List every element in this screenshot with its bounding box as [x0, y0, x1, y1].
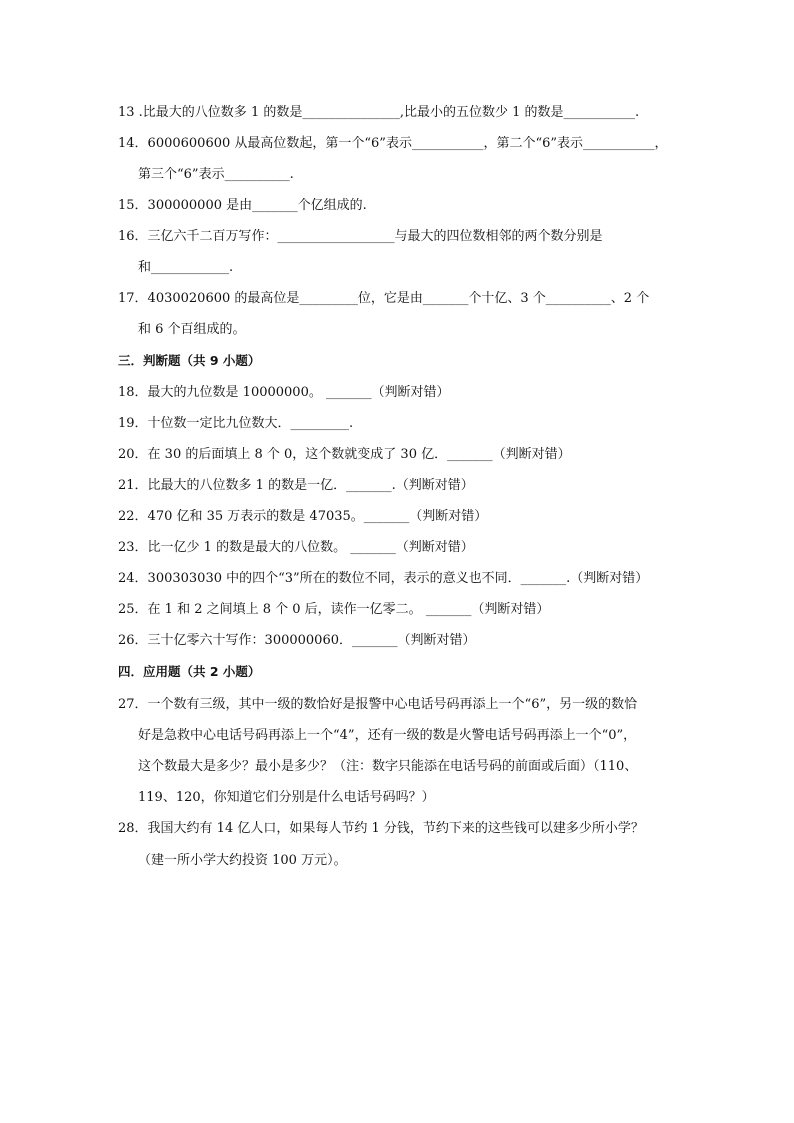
question-14-line-1: 14．6000600600 从最高位数起，第一个“6”表示___________，第二个“6”表示___________，: [118, 136, 668, 151]
question-14-line-2: 第三个“6”表示__________.: [138, 167, 294, 182]
question-21: 21．比最大的八位数多 1 的数是一亿．_______.（判断对错）: [118, 478, 474, 493]
question-28-line-2: （建一所小学大约投资 100 万元）。: [138, 853, 347, 868]
question-27-line-2: 好是急救中心电话号码再添上一个“4”，还有一级的数是火警电话号码再添上一个“0”，: [138, 728, 637, 743]
question-27-line-3: 这个数最大是多少？最小是多少？（注：数字只能添在电话号码的前面或后面）（110、: [138, 759, 638, 774]
question-24: 24．300303030 中的四个“3”所在的数位不同，表示的意义也不同．_______.（判断对错）: [118, 571, 649, 586]
question-27-line-1: 27．一个数有三级，其中一级的数恰好是报警中心电话号码再添上一个“6”，另一级的数恰: [118, 697, 638, 712]
question-17-line-2: 和 6 个百组成的。: [138, 322, 246, 337]
section-heading-apply: 四．应用题（共 2 小题）: [118, 664, 261, 679]
question-16-line-2: 和____________.: [138, 260, 234, 275]
question-20: 20．在 30 的后面填上 8 个 0，这个数就变成了 30 亿．_______（判断对错）: [118, 447, 571, 462]
question-26: 26．三十亿零六十写作：300000060．_______（判断对错）: [118, 633, 476, 648]
question-16-line-1: 16．三亿六千二百万写作：__________________与最大的四位数相邻的两个数分别是: [118, 229, 603, 244]
question-17-line-1: 17．4030020600 的最高位是_________位，它是由_______个十亿、3 个__________、2 个: [118, 291, 650, 306]
question-13: 13 .比最大的八位数多 1 的数是_______________,比最小的五位数少 1 的数是___________.: [118, 105, 640, 120]
section-heading-judge: 三．判断题（共 9 小题）: [118, 353, 261, 368]
question-28-line-1: 28．我国大约有 14 亿人口，如果每人节约 1 分钱，节约下来的这些钱可以建多少所小学？: [118, 821, 644, 836]
question-15: 15．300000000 是由_______个亿组成的.: [118, 198, 367, 213]
question-22: 22．470 亿和 35 万表示的数是 47035。_______（判断对错）: [118, 509, 488, 524]
question-25: 25．在 1 和 2 之间填上 8 个 0 后，读作一亿零二。 _______（判断对错）: [118, 602, 550, 617]
question-19: 19．十位数一定比九位数大．_________.: [118, 416, 354, 431]
question-18: 18．最大的九位数是 10000000。 _______（判断对错）: [118, 385, 450, 400]
question-27-line-4: 119、120，你知道它们分别是什么电话号码吗？）: [138, 790, 435, 805]
question-23: 23．比一亿少 1 的数是最大的八位数。 _______（判断对错）: [118, 540, 474, 555]
